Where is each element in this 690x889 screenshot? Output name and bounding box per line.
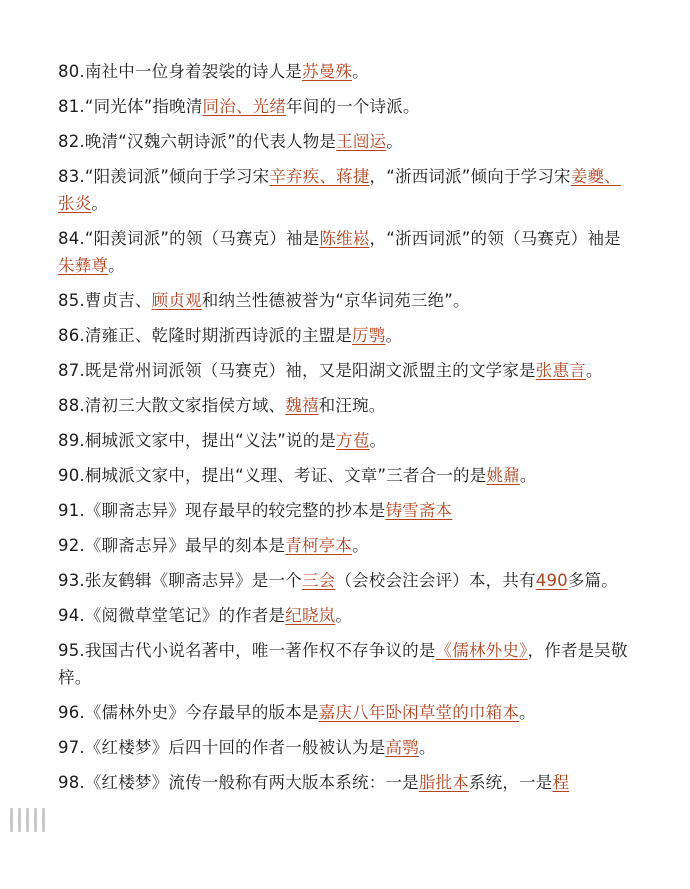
question-text: 89.桐城派文家中，提出“义法”说的是: [58, 431, 337, 450]
question-text: 系统，一是: [468, 773, 553, 792]
question-text: 。: [335, 606, 353, 625]
list-item: [58, 602, 636, 629]
question-text: 。: [352, 62, 369, 81]
answer-text: 嘉庆八年卧闲草堂的巾箱本: [318, 703, 520, 722]
list-item: [58, 163, 636, 217]
question-text: 94.《阅微草堂笔记》的作者是: [58, 606, 286, 625]
question-text: 和汪琬。: [318, 396, 386, 415]
answer-text: 同治、光绪: [202, 97, 287, 116]
question-text: 98.《红楼梦》流传一般称有两大版本系统：一是: [58, 773, 419, 792]
question-text: 。: [385, 326, 403, 345]
answer-text: 490: [535, 571, 568, 590]
list-item: [58, 427, 636, 454]
answer-text: 王闿运: [336, 132, 387, 151]
watermark-bar: [34, 808, 37, 832]
question-text: 92.《聊斋志异》最早的刻本是: [58, 536, 286, 555]
answer-text: 脂批本: [418, 773, 469, 792]
list-item: [58, 699, 636, 726]
question-text: 93.张友鹤辑《聊斋志异》是一个: [58, 571, 302, 590]
question-text: 95.我国古代小说名著中，唯一著作权不存争议的是: [58, 641, 436, 660]
list-item: [58, 769, 636, 796]
watermark-bar: [26, 808, 29, 832]
list-item: [58, 58, 636, 85]
question-text: 85.曹贞吉、: [58, 291, 152, 310]
question-text: 。: [519, 466, 537, 485]
question-text: 88.清初三大散文家指侯方域、: [58, 396, 286, 415]
answer-text: 厉鹗: [352, 326, 386, 345]
question-text: 97.《红楼梦》后四十回的作者一般被认为是: [58, 738, 386, 757]
question-text: 多篇。: [567, 571, 618, 590]
answer-text: 高鹗: [385, 738, 419, 757]
question-text: 。: [585, 361, 603, 380]
answer-text: 辛弃疾、蒋捷: [269, 167, 370, 186]
answer-text: 方苞: [336, 431, 370, 450]
question-text: ，“浙西词派”倾向于学习宋: [369, 167, 571, 186]
question-text: （会校会注会评）本，共有: [335, 571, 536, 590]
answer-text: 苏曼殊: [301, 62, 353, 81]
list-item: [58, 225, 636, 279]
question-text: 87.既是常州词派领（马赛克）袖，又是阳湖文派盟主的文学家是: [58, 361, 536, 380]
question-text: 。: [352, 536, 369, 555]
answer-text: 张惠言: [535, 361, 586, 380]
question-list: [58, 58, 636, 804]
list-item: [58, 93, 636, 120]
answer-text: 姚鼐: [486, 466, 520, 485]
list-item: [58, 357, 636, 384]
list-item: [58, 392, 636, 419]
question-text: 80.南社中一位身着袈裟的诗人是: [58, 62, 302, 81]
answer-text: 魏禧: [285, 396, 319, 415]
question-text: 90.桐城派文家中，提出“义理、考证、文章”三者合一的是: [58, 466, 487, 485]
answer-text: 青柯亭本: [285, 536, 353, 555]
bottom-fade-overlay: [0, 800, 690, 889]
question-text: 86.清雍正、乾隆时期浙西诗派的主盟是: [58, 326, 353, 345]
answer-text: 陈维崧: [319, 229, 370, 248]
list-item: [58, 532, 636, 559]
answer-text: 顾贞观: [151, 291, 202, 310]
question-text: 。: [369, 431, 387, 450]
question-text: 和纳兰性德被誉为“京华词苑三绝”。: [201, 291, 470, 310]
list-item: [58, 734, 636, 761]
question-text: 96.《儒林外史》今存最早的版本是: [58, 703, 319, 722]
question-text: 。: [91, 194, 109, 213]
answer-text: 铸雪斋本: [385, 501, 453, 520]
question-text: 91.《聊斋志异》现存最早的较完整的抄本是: [58, 501, 386, 520]
question-text: 84.“阳羡词派”的领（马赛克）袖是: [58, 229, 320, 248]
list-item: [58, 462, 636, 489]
list-item: [58, 567, 636, 594]
question-text: 。: [108, 256, 125, 275]
question-text: 。: [386, 132, 403, 151]
question-text: 81.“同光体”指晚清: [58, 97, 203, 116]
watermark-bar: [42, 808, 45, 832]
watermark-bar: [10, 808, 13, 832]
question-text: ，作者是吴敬梓。: [58, 641, 628, 687]
answer-text: 程: [552, 773, 570, 792]
answer-text: 纪晓岚: [285, 606, 336, 625]
list-item: [58, 322, 636, 349]
question-text: 。: [418, 738, 436, 757]
question-text: 82.晚清“汉魏六朝诗派”的代表人物是: [58, 132, 337, 151]
answer-text: 姜夔、张炎: [58, 167, 621, 213]
question-text: 。: [519, 703, 536, 722]
answer-text: 朱彝尊: [58, 256, 109, 275]
list-item: [58, 287, 636, 314]
question-text: ，“浙西词派”的领（马赛克）袖是: [369, 229, 621, 248]
answer-text: 《儒林外史》: [435, 641, 528, 660]
list-item: [58, 128, 636, 155]
list-item: [58, 637, 636, 691]
question-text: 83.“阳羡词派”倾向于学习宋: [58, 167, 270, 186]
watermark-bar: [18, 808, 21, 832]
question-text: 年间的一个诗派。: [286, 97, 420, 116]
list-item: [58, 497, 636, 524]
answer-text: 三会: [301, 571, 336, 590]
